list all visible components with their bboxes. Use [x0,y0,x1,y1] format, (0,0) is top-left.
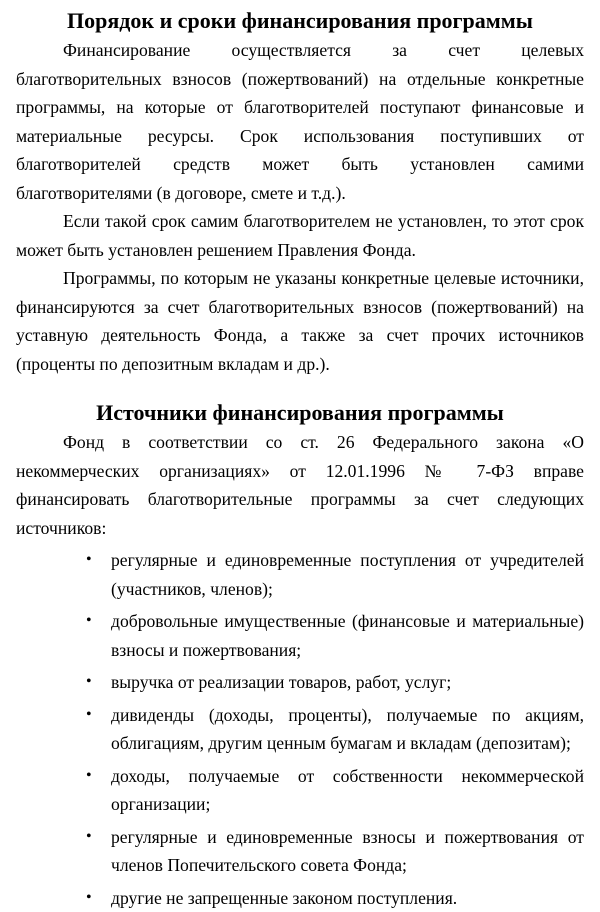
list-item [16,668,584,697]
list-item-text: выручка от реализации товаров, работ, услуг; [111,672,451,692]
bullet-icon: • [86,668,92,697]
list-item [16,607,584,664]
bullet-icon: • [86,546,92,575]
paragraph-intro: Фонд в соответствии со ст. 26 Федерального закона «О некоммерческих организациях» от 12.01.1996 № 7-ФЗ вправе финансировать благотворительные программы за счет следующих источников: [16,428,584,542]
paragraph: Если такой срок самим благотворителем не установлен, то этот срок может быть установлен решением Правления Фонда. [16,207,584,264]
section-title-financing-sources: Источники финансирования программы [16,398,584,428]
section-title-financing-procedure: Порядок и сроки финансирования программы [16,6,584,36]
list-item [16,884,584,912]
list-item-text: доходы, получаемые от собственности некоммерческой организации; [111,766,584,815]
bullet-icon: • [86,884,92,912]
list-item-text: добровольные имущественные (финансовые и материальные) взносы и пожертвования; [111,611,584,660]
list-item [16,701,584,758]
list-item [16,762,584,819]
paragraph: Программы, по которым не указаны конкретные целевые источники, финансируются за счет благотворительных взносов (пожертвований) на уставную деятельность Фонда, а также за счет прочих источников (проценты по депозитным вкладам и др.). [16,264,584,378]
bullet-icon: • [86,701,92,730]
paragraph: Финансирование осуществляется за счет целевых благотворительных взносов (пожертвований) на отдельные конкретные программы, на которые от благотворителей поступают финансовые и материальные ресурсы. Срок использования поступивших от благотворителей средств может быть установлен самими благотворителями (в договоре, смете и т.д.). [16,36,584,207]
list-item [16,823,584,880]
sources-list [16,546,584,912]
list-item-text: другие не запрещенные законом поступления. [111,888,457,908]
list-item-text: дивиденды (доходы, проценты), получаемые по акциям, облигациям, другим ценным бумагам и вкладам (депозитам); [111,705,584,754]
list-item [16,546,584,603]
bullet-icon: • [86,762,92,791]
bullet-icon: • [86,607,92,636]
bullet-icon: • [86,823,92,852]
list-item-text: регулярные и единовременные поступления от учредителей (участников, членов); [111,550,584,599]
document-page [16,6,584,912]
list-item-text: регулярные и единовременные взносы и пожертвования от членов Попечительского совета Фонда; [111,827,584,876]
